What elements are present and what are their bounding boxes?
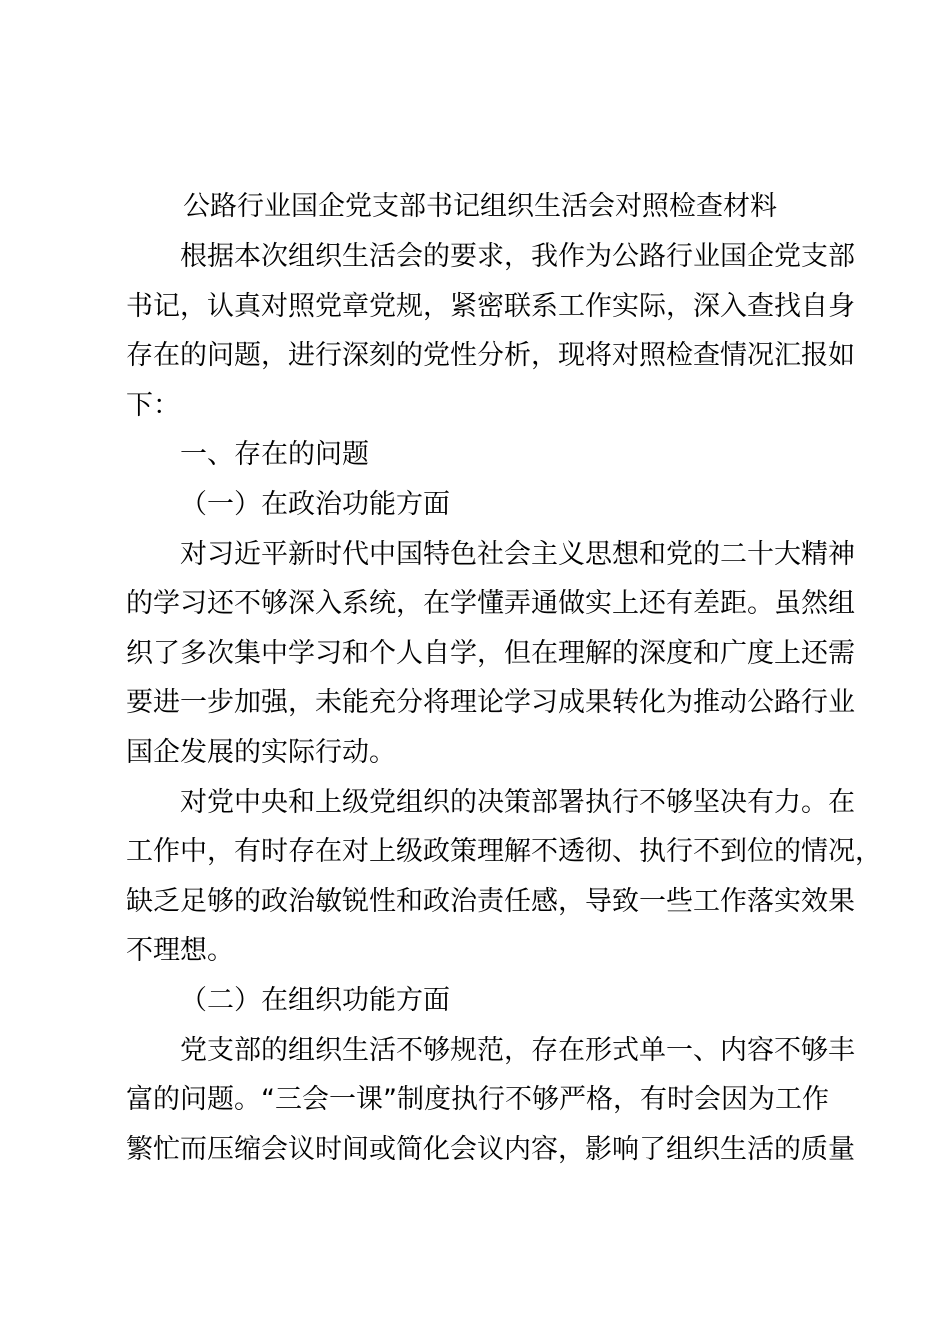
- organizational-p1-line-1: 党支部的组织生活不够规范，存在形式单一、内容不够丰: [180, 1034, 855, 1066]
- political-p1-line-4: 要进一步加强，未能充分将理论学习成果转化为推动公路行业: [126, 687, 855, 719]
- political-paragraph-1: [126, 530, 855, 778]
- political-p2-line-3: 缺乏足够的政治敏锐性和政治责任感，导致一些工作落实效果: [126, 885, 855, 917]
- section-heading-problems: 一、存在的问题: [180, 439, 369, 471]
- organizational-paragraph-1: [126, 1026, 855, 1175]
- subsection-heading-political: （一）在政治功能方面: [180, 488, 450, 520]
- organizational-p1-line-2: 富的问题。“三会一课”制度执行不够严格，有时会因为工作: [126, 1084, 829, 1116]
- document-body: [126, 232, 882, 1174]
- intro-line-1: 根据本次组织生活会的要求，我作为公路行业国企党支部: [180, 241, 855, 272]
- intro-line-4: 下：: [126, 389, 180, 421]
- political-p2-line-4: 不理想。: [126, 935, 234, 967]
- intro-paragraph: [126, 232, 855, 430]
- political-p2-line-2: 工作中，有时存在对上级政策理解不透彻、执行不到位的情况，: [126, 836, 882, 868]
- organizational-p1-line-3: 繁忙而压缩会议时间或简化会议内容，影响了组织生活的质量: [126, 1133, 855, 1165]
- document-title: 公路行业国企党支部书记组织生活会对照检查材料: [183, 191, 777, 222]
- intro-line-2: 书记，认真对照党章党规，紧密联系工作实际，深入查找自身: [126, 290, 855, 322]
- political-p2-line-1: 对党中央和上级党组织的决策部署执行不够坚决有力。在: [180, 786, 855, 818]
- political-p1-line-1: 对习近平新时代中国特色社会主义思想和党的二十大精神: [180, 538, 855, 570]
- political-p1-line-3: 织了多次集中学习和个人自学，但在理解的深度和广度上还需: [126, 637, 855, 669]
- political-p1-line-5: 国企发展的实际行动。: [126, 736, 396, 768]
- intro-line-3: 存在的问题，进行深刻的党性分析，现将对照检查情况汇报如: [126, 340, 855, 372]
- political-paragraph-2: [126, 778, 882, 976]
- subsection-heading-organizational: （二）在组织功能方面: [180, 984, 450, 1016]
- political-p1-line-2: 的学习还不够深入系统，在学懂弄通做实上还有差距。虽然组: [126, 588, 855, 620]
